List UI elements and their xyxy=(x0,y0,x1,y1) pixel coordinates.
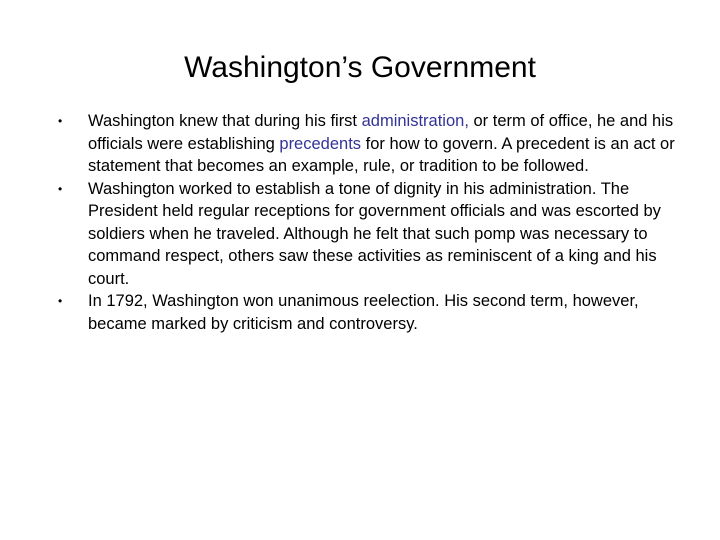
bullet-text: In 1792, Washington won unanimous reelection. His second term, however, became marked by criticism and controversy. xyxy=(88,292,639,333)
term-administration: administration, xyxy=(361,112,469,130)
bullet-item xyxy=(56,178,696,291)
bullet-text: Washington worked to establish a tone of dignity in his administration. The President held regular receptions for government officials and was escorted by soldiers when he traveled. Although he felt that such pomp was necessary to command respect, others saw these activities as reminiscent of a king and his court. xyxy=(88,179,661,288)
bullet-marker: • xyxy=(58,294,63,308)
bullet-list xyxy=(56,110,696,335)
bullet-text-segment: or term of office, he and his officials were establishing xyxy=(88,112,674,153)
bullet-text-segment: Washington knew that during his first xyxy=(88,112,362,130)
bullet-marker: • xyxy=(58,114,63,128)
slide-title: Washington’s Government xyxy=(184,51,536,84)
bullet-marker: • xyxy=(58,181,63,196)
bullet-item xyxy=(56,110,696,178)
bullet-text-segment: for how to govern. A precedent is an act or statement that becomes an example, rule, or tradition to be followed. xyxy=(88,134,675,175)
term-precedents: precedents xyxy=(279,134,362,153)
bullet-item xyxy=(56,290,696,335)
bullet-text xyxy=(88,112,675,175)
